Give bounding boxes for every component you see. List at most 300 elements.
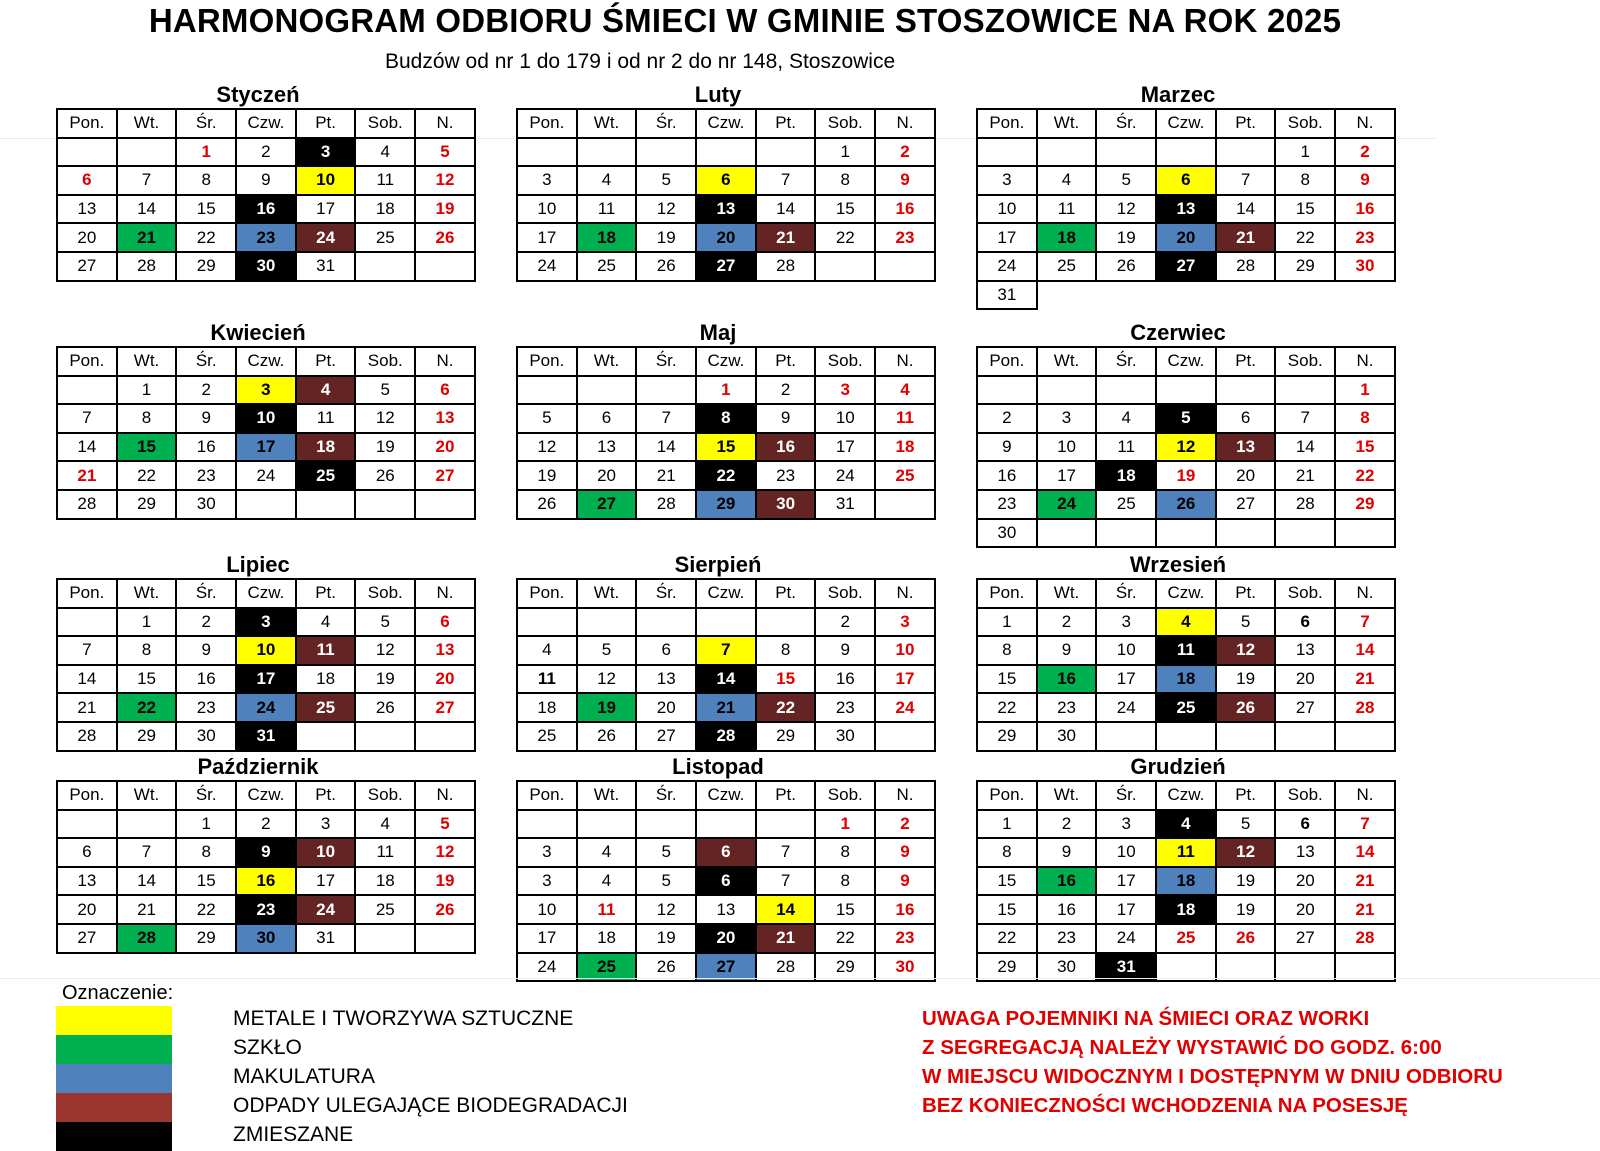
day-cell: 8 xyxy=(815,838,875,867)
day-cell: 21 xyxy=(1275,461,1335,490)
weekday-header: Wt. xyxy=(577,781,637,810)
day-cell: 30 xyxy=(1037,722,1097,751)
day-cell: 22 xyxy=(176,895,236,924)
weekday-header-row xyxy=(977,781,1395,810)
day-cell: 27 xyxy=(696,252,756,281)
empty-day-cell xyxy=(577,608,637,637)
day-cell: 30 xyxy=(1335,252,1395,281)
day-cell: 3 xyxy=(1037,404,1097,433)
day-cell: 24 xyxy=(517,953,577,982)
weekday-header: Sob. xyxy=(815,347,875,376)
day-cell: 14 xyxy=(1216,195,1276,224)
weekday-header: Pt. xyxy=(756,781,816,810)
day-cell: 9 xyxy=(176,404,236,433)
page-subtitle: Budzów od nr 1 do 179 i od nr 2 do nr 148, Stoszowice xyxy=(385,50,896,73)
day-cell: 18 xyxy=(1096,461,1156,490)
day-cell: 12 xyxy=(577,665,637,694)
day-cell: 29 xyxy=(117,722,177,751)
day-cell: 2 xyxy=(875,810,935,839)
day-cell: 21 xyxy=(756,924,816,953)
day-cell: 26 xyxy=(1096,252,1156,281)
day-cell: 7 xyxy=(1335,810,1395,839)
day-cell: 13 xyxy=(577,433,637,462)
day-cell: 10 xyxy=(1037,433,1097,462)
day-cell: 28 xyxy=(1275,490,1335,519)
day-cell: 16 xyxy=(176,433,236,462)
day-cell: 11 xyxy=(517,665,577,694)
day-cell: 12 xyxy=(355,404,415,433)
day-cell: 19 xyxy=(415,867,475,896)
day-cell: 3 xyxy=(517,838,577,867)
weekday-header: Śr. xyxy=(176,579,236,608)
day-cell: 7 xyxy=(117,838,177,867)
day-cell: 22 xyxy=(117,461,177,490)
legend-title: Oznaczenie: xyxy=(62,982,174,1004)
day-cell: 14 xyxy=(57,665,117,694)
day-cell: 27 xyxy=(636,722,696,751)
day-cell: 22 xyxy=(977,924,1037,953)
day-cell: 28 xyxy=(1335,693,1395,722)
day-cell: 26 xyxy=(1156,490,1216,519)
weekday-header: Śr. xyxy=(176,781,236,810)
month-name: Maj xyxy=(699,320,737,345)
day-cell: 10 xyxy=(517,895,577,924)
weekday-header: Wt. xyxy=(577,109,637,138)
week-row xyxy=(977,519,1395,548)
day-cell: 10 xyxy=(977,195,1037,224)
day-cell: 19 xyxy=(1096,223,1156,252)
day-cell: 10 xyxy=(296,166,356,195)
day-cell: 17 xyxy=(815,433,875,462)
weekday-header: N. xyxy=(875,579,935,608)
empty-day-cell xyxy=(1037,138,1097,167)
day-cell: 16 xyxy=(875,895,935,924)
day-cell: 14 xyxy=(57,433,117,462)
day-cell: 28 xyxy=(1216,252,1276,281)
day-cell: 14 xyxy=(1335,838,1395,867)
day-cell: 31 xyxy=(296,252,356,281)
week-row xyxy=(57,138,475,167)
day-cell: 18 xyxy=(517,693,577,722)
day-cell: 12 xyxy=(636,895,696,924)
weekday-header: N. xyxy=(875,781,935,810)
day-cell: 24 xyxy=(815,461,875,490)
month-name: Grudzień xyxy=(1130,754,1226,779)
day-cell: 8 xyxy=(176,166,236,195)
weekday-header: Śr. xyxy=(636,109,696,138)
day-cell: 16 xyxy=(176,665,236,694)
weekday-header: Wt. xyxy=(117,579,177,608)
week-row xyxy=(57,867,475,896)
empty-day-cell xyxy=(1216,722,1276,751)
day-cell: 4 xyxy=(355,810,415,839)
day-cell: 23 xyxy=(875,924,935,953)
day-cell: 13 xyxy=(1275,838,1335,867)
legend-swatch-szklo xyxy=(56,1035,172,1064)
empty-day-cell xyxy=(415,490,475,519)
weekday-header: Czw. xyxy=(696,347,756,376)
week-row xyxy=(977,281,1395,310)
weekday-header: Wt. xyxy=(117,347,177,376)
week-row xyxy=(57,461,475,490)
day-cell: 21 xyxy=(1335,867,1395,896)
day-cell: 31 xyxy=(236,722,296,751)
day-cell: 24 xyxy=(977,252,1037,281)
week-row xyxy=(977,376,1395,405)
day-cell: 2 xyxy=(977,404,1037,433)
day-cell: 29 xyxy=(1275,252,1335,281)
weekday-header: Wt. xyxy=(577,347,637,376)
day-cell: 1 xyxy=(1275,138,1335,167)
empty-day-cell xyxy=(1216,519,1276,548)
day-cell: 8 xyxy=(1335,404,1395,433)
week-row xyxy=(57,252,475,281)
week-row xyxy=(517,195,935,224)
day-cell: 21 xyxy=(636,461,696,490)
week-row xyxy=(977,838,1395,867)
empty-day-cell xyxy=(636,608,696,637)
divider xyxy=(0,978,1600,979)
day-cell: 25 xyxy=(1096,490,1156,519)
empty-day-cell xyxy=(1335,953,1395,982)
weekday-header: Pon. xyxy=(517,109,577,138)
empty-day-cell xyxy=(1275,376,1335,405)
day-cell: 30 xyxy=(176,490,236,519)
day-cell: 25 xyxy=(517,722,577,751)
weekday-header: Czw. xyxy=(236,109,296,138)
weekday-header-row xyxy=(57,781,475,810)
day-cell: 23 xyxy=(756,461,816,490)
day-cell: 29 xyxy=(756,722,816,751)
empty-day-cell xyxy=(636,138,696,167)
day-cell: 6 xyxy=(415,376,475,405)
empty-day-cell xyxy=(577,138,637,167)
day-cell: 4 xyxy=(296,376,356,405)
weekday-header: Wt. xyxy=(117,109,177,138)
month-name: Sierpień xyxy=(674,552,762,577)
week-row xyxy=(977,810,1395,839)
weekday-header: Pon. xyxy=(977,347,1037,376)
day-cell: 28 xyxy=(57,490,117,519)
day-cell: 26 xyxy=(577,722,637,751)
day-cell: 25 xyxy=(296,693,356,722)
day-cell: 15 xyxy=(977,895,1037,924)
day-cell: 26 xyxy=(415,895,475,924)
empty-day-cell xyxy=(355,252,415,281)
month-table xyxy=(56,346,476,520)
empty-day-cell xyxy=(1156,953,1216,982)
weekday-header: Wt. xyxy=(1037,579,1097,608)
week-row xyxy=(977,252,1395,281)
weekday-header: N. xyxy=(415,781,475,810)
day-cell: 23 xyxy=(1335,223,1395,252)
empty-day-cell xyxy=(1037,519,1097,548)
day-cell: 7 xyxy=(756,867,816,896)
day-cell: 6 xyxy=(1275,608,1335,637)
day-cell: 20 xyxy=(415,665,475,694)
weekday-header: Pt. xyxy=(296,347,356,376)
empty-day-cell xyxy=(517,138,577,167)
weekday-header: Sob. xyxy=(1275,109,1335,138)
day-cell: 16 xyxy=(756,433,816,462)
week-row xyxy=(57,376,475,405)
empty-day-cell xyxy=(977,376,1037,405)
empty-day-cell xyxy=(577,376,637,405)
day-cell: 11 xyxy=(1156,838,1216,867)
day-cell: 3 xyxy=(296,138,356,167)
day-cell: 13 xyxy=(696,895,756,924)
weekday-header: Pt. xyxy=(756,579,816,608)
legend-label-makulatura: MAKULATURA xyxy=(233,1065,375,1088)
legend-label-metale: METALE I TWORZYWA SZTUCZNE xyxy=(233,1007,574,1030)
day-cell: 19 xyxy=(1216,895,1276,924)
empty-day-cell xyxy=(1096,519,1156,548)
weekday-header: Sob. xyxy=(355,347,415,376)
week-row xyxy=(57,195,475,224)
day-cell: 13 xyxy=(636,665,696,694)
week-row xyxy=(57,810,475,839)
day-cell: 5 xyxy=(355,376,415,405)
day-cell: 26 xyxy=(517,490,577,519)
day-cell: 24 xyxy=(236,461,296,490)
day-cell: 28 xyxy=(57,722,117,751)
day-cell: 25 xyxy=(577,252,637,281)
day-cell: 26 xyxy=(1216,924,1276,953)
day-cell: 8 xyxy=(815,867,875,896)
day-cell: 4 xyxy=(296,608,356,637)
week-row xyxy=(517,953,935,982)
day-cell: 12 xyxy=(415,166,475,195)
day-cell: 5 xyxy=(1216,608,1276,637)
day-cell: 2 xyxy=(1037,810,1097,839)
day-cell: 28 xyxy=(117,924,177,953)
week-row xyxy=(977,138,1395,167)
day-cell: 5 xyxy=(1096,166,1156,195)
month-calendar xyxy=(56,754,460,954)
day-cell: 5 xyxy=(636,838,696,867)
day-cell: 17 xyxy=(517,924,577,953)
day-cell: 29 xyxy=(117,490,177,519)
weekday-header: Pt. xyxy=(1216,579,1276,608)
day-cell: 23 xyxy=(1037,693,1097,722)
weekday-header: Pt. xyxy=(296,579,356,608)
day-cell: 21 xyxy=(57,693,117,722)
month-calendar xyxy=(516,320,920,520)
day-cell: 13 xyxy=(415,404,475,433)
month-calendar xyxy=(976,754,1380,982)
empty-day-cell xyxy=(636,810,696,839)
day-cell: 8 xyxy=(756,636,816,665)
day-cell: 6 xyxy=(696,838,756,867)
weekday-header-row xyxy=(57,109,475,138)
day-cell: 6 xyxy=(696,867,756,896)
day-cell: 20 xyxy=(1275,895,1335,924)
warning-line: W MIEJSCU WIDOCZNYM I DOSTĘPNYM W DNIU ODBIORU xyxy=(922,1065,1503,1088)
day-cell: 17 xyxy=(1037,461,1097,490)
day-cell: 11 xyxy=(296,404,356,433)
day-cell: 14 xyxy=(1335,636,1395,665)
day-cell: 18 xyxy=(1156,895,1216,924)
day-cell: 21 xyxy=(117,223,177,252)
empty-day-cell xyxy=(415,252,475,281)
weekday-header-row xyxy=(977,579,1395,608)
day-cell: 30 xyxy=(236,924,296,953)
day-cell: 8 xyxy=(977,838,1037,867)
day-cell: 15 xyxy=(1275,195,1335,224)
day-cell: 13 xyxy=(1156,195,1216,224)
week-row xyxy=(517,867,935,896)
day-cell: 18 xyxy=(577,223,637,252)
week-row xyxy=(57,223,475,252)
day-cell: 3 xyxy=(236,608,296,637)
day-cell: 28 xyxy=(696,722,756,751)
day-cell: 3 xyxy=(977,166,1037,195)
weekday-header-row xyxy=(977,347,1395,376)
weekday-header: Śr. xyxy=(1096,781,1156,810)
week-row xyxy=(517,895,935,924)
weekday-header: Czw. xyxy=(236,579,296,608)
week-row xyxy=(977,924,1395,953)
day-cell: 1 xyxy=(977,608,1037,637)
day-cell: 27 xyxy=(1216,490,1276,519)
day-cell: 7 xyxy=(57,404,117,433)
day-cell: 19 xyxy=(636,924,696,953)
empty-day-cell xyxy=(296,722,356,751)
weekday-header: Pt. xyxy=(1216,347,1276,376)
weekday-header: N. xyxy=(415,347,475,376)
day-cell: 12 xyxy=(1216,636,1276,665)
month-calendar xyxy=(56,82,460,282)
day-cell: 31 xyxy=(815,490,875,519)
day-cell: 29 xyxy=(815,953,875,982)
day-cell: 2 xyxy=(756,376,816,405)
warning-line: UWAGA POJEMNIKI NA ŚMIECI ORAZ WORKI xyxy=(922,1007,1370,1030)
day-cell: 15 xyxy=(117,433,177,462)
weekday-header: Pon. xyxy=(977,109,1037,138)
day-cell: 25 xyxy=(1037,252,1097,281)
day-cell: 20 xyxy=(57,223,117,252)
week-row xyxy=(57,722,475,751)
day-cell: 4 xyxy=(577,867,637,896)
day-cell: 13 xyxy=(57,195,117,224)
day-cell: 16 xyxy=(1037,895,1097,924)
day-cell: 11 xyxy=(355,166,415,195)
day-cell: 19 xyxy=(1156,461,1216,490)
day-cell: 26 xyxy=(636,953,696,982)
empty-day-cell xyxy=(756,608,816,637)
weekday-header: Sob. xyxy=(355,579,415,608)
month-name: Luty xyxy=(694,82,742,107)
weekday-header-row xyxy=(517,781,935,810)
week-row xyxy=(977,166,1395,195)
weekday-header: N. xyxy=(1335,347,1395,376)
day-cell: 10 xyxy=(875,636,935,665)
day-cell: 14 xyxy=(756,195,816,224)
day-cell: 31 xyxy=(1096,953,1156,982)
day-cell: 13 xyxy=(57,867,117,896)
month-table xyxy=(516,108,936,282)
day-cell: 29 xyxy=(176,924,236,953)
weekday-header: Sob. xyxy=(1275,579,1335,608)
week-row xyxy=(517,665,935,694)
empty-day-cell xyxy=(57,810,117,839)
day-cell: 28 xyxy=(756,953,816,982)
weekday-header-row xyxy=(517,579,935,608)
day-cell: 27 xyxy=(415,693,475,722)
weekday-header: Pon. xyxy=(57,347,117,376)
day-cell: 11 xyxy=(296,636,356,665)
week-row xyxy=(57,665,475,694)
weekday-header: Pt. xyxy=(756,109,816,138)
weekday-header: Wt. xyxy=(1037,347,1097,376)
day-cell: 16 xyxy=(1037,867,1097,896)
weekday-header: Wt. xyxy=(1037,109,1097,138)
day-cell: 1 xyxy=(1335,376,1395,405)
week-row xyxy=(517,810,935,839)
empty-day-cell xyxy=(1156,376,1216,405)
day-cell: 8 xyxy=(696,404,756,433)
empty-day-cell xyxy=(1037,376,1097,405)
day-cell: 1 xyxy=(696,376,756,405)
day-cell: 25 xyxy=(355,223,415,252)
day-cell: 27 xyxy=(1156,252,1216,281)
day-cell: 10 xyxy=(1096,838,1156,867)
day-cell: 28 xyxy=(636,490,696,519)
warning-line: BEZ KONIECZNOŚCI WCHODZENIA NA POSESJĘ xyxy=(922,1094,1408,1117)
day-cell: 16 xyxy=(1037,665,1097,694)
day-cell: 29 xyxy=(696,490,756,519)
week-row xyxy=(517,693,935,722)
day-cell: 11 xyxy=(1096,433,1156,462)
day-cell: 9 xyxy=(815,636,875,665)
week-row xyxy=(977,895,1395,924)
weekday-header: Pt. xyxy=(756,347,816,376)
day-cell: 30 xyxy=(977,519,1037,548)
month-table xyxy=(516,346,936,520)
day-cell: 2 xyxy=(176,376,236,405)
legend-swatch-makulatura xyxy=(56,1064,172,1093)
week-row xyxy=(517,404,935,433)
day-cell: 30 xyxy=(1037,953,1097,982)
day-cell: 24 xyxy=(875,693,935,722)
day-cell: 9 xyxy=(1037,838,1097,867)
day-cell: 5 xyxy=(517,404,577,433)
empty-day-cell xyxy=(696,810,756,839)
weekday-header: N. xyxy=(875,347,935,376)
empty-day-cell xyxy=(1156,722,1216,751)
day-cell: 2 xyxy=(1335,138,1395,167)
day-cell: 5 xyxy=(1216,810,1276,839)
day-cell: 20 xyxy=(577,461,637,490)
day-cell: 17 xyxy=(1096,665,1156,694)
month-name: Listopad xyxy=(672,754,764,779)
day-cell: 21 xyxy=(1216,223,1276,252)
day-cell: 14 xyxy=(636,433,696,462)
legend-swatch-metale xyxy=(56,1006,172,1035)
week-row xyxy=(517,636,935,665)
empty-day-cell xyxy=(577,810,637,839)
legend-label-zmieszane: ZMIESZANE xyxy=(233,1123,354,1146)
day-cell: 17 xyxy=(1096,867,1156,896)
day-cell: 17 xyxy=(517,223,577,252)
day-cell: 22 xyxy=(1275,223,1335,252)
day-cell: 15 xyxy=(977,665,1037,694)
weekday-header: N. xyxy=(875,109,935,138)
day-cell: 9 xyxy=(875,838,935,867)
day-cell: 19 xyxy=(355,433,415,462)
day-cell: 18 xyxy=(355,195,415,224)
weekday-header: Sob. xyxy=(815,109,875,138)
